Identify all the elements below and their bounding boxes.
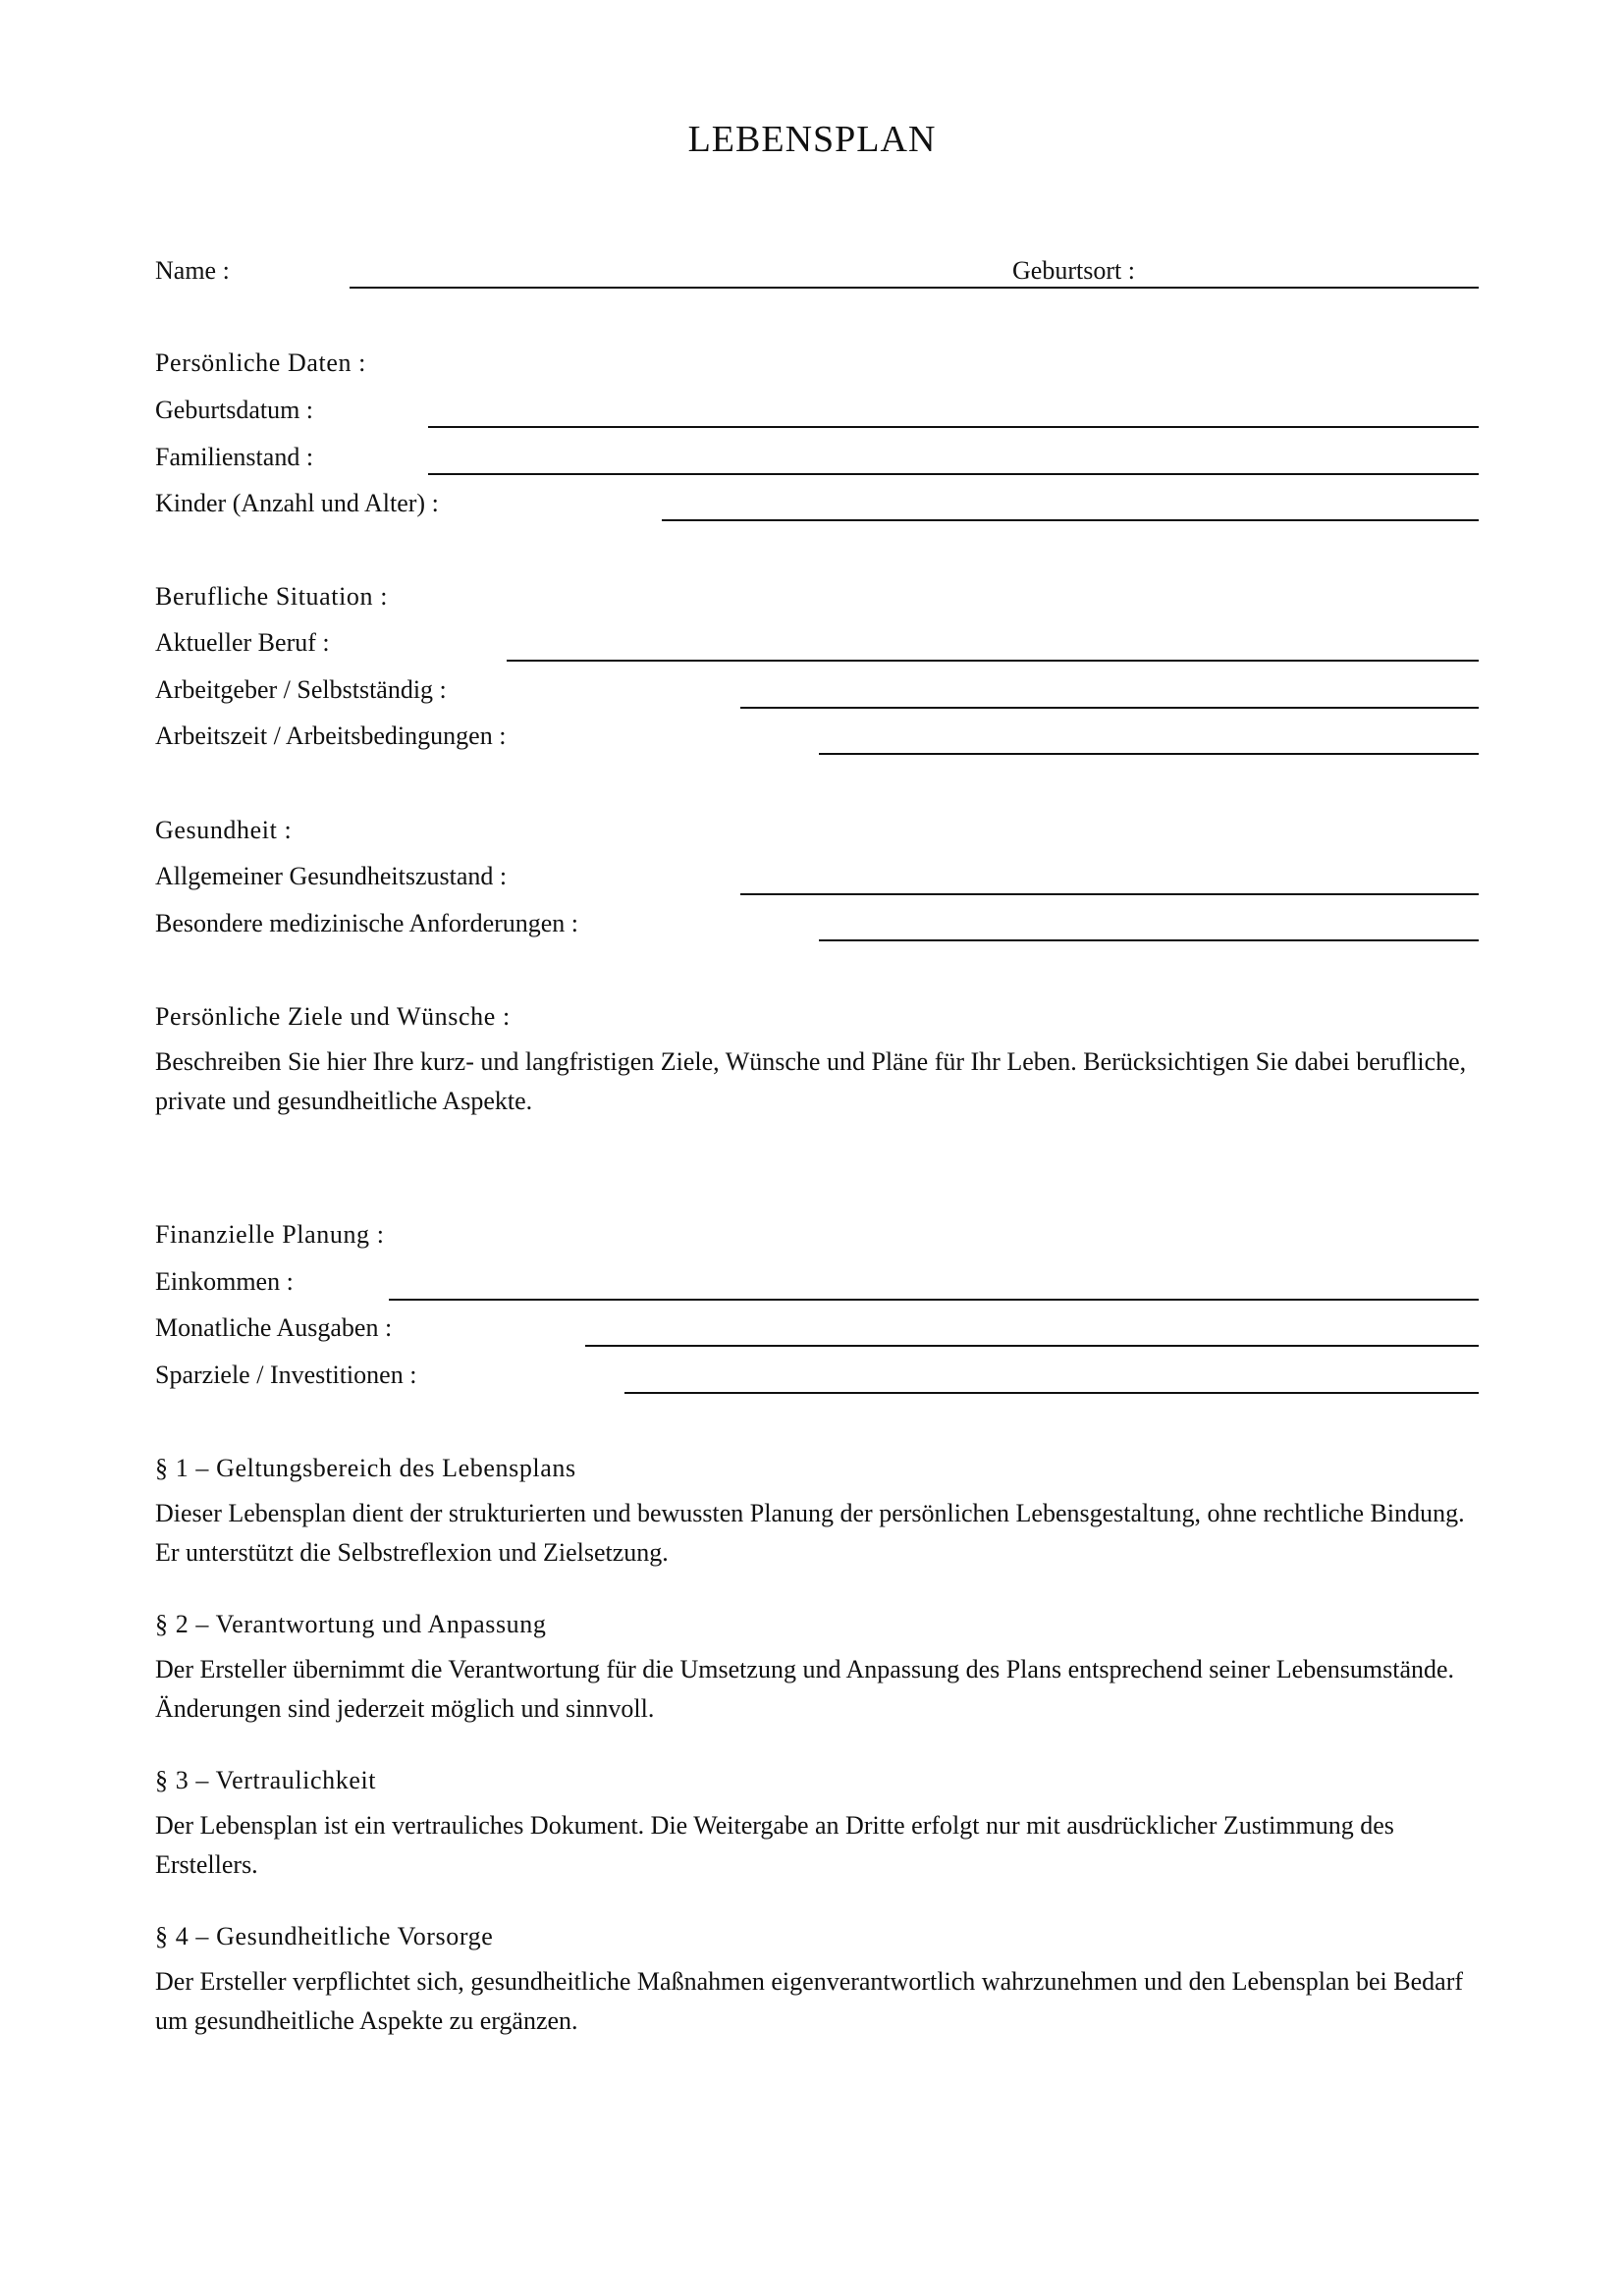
birthdate-label: Geburtsdatum : — [155, 396, 314, 424]
document-title: LEBENSPLAN — [687, 119, 937, 160]
section-4-text: Der Ersteller verpflichtet sich, gesundheitliche Maßnahmen eigenverantwortlich wahrzunehmen und den Lebensplan bei Bedarf um gesundheitliche Aspekte zu ergänzen. — [155, 1967, 1464, 2035]
employer-field-line[interactable] — [740, 707, 1479, 709]
section-4-heading: § 4 – Gesundheitliche Vorsorge — [155, 1922, 494, 1950]
children-field-line[interactable] — [662, 519, 1479, 521]
general-health-label: Allgemeiner Gesundheitszustand : — [155, 862, 508, 890]
marital-status-label: Familienstand : — [155, 443, 314, 471]
current-job-label: Aktueller Beruf : — [155, 628, 330, 657]
section-1-text: Dieser Lebensplan dient der strukturierten und bewussten Planung der persönlichen Lebensgestaltung, ohne rechtliche Bindung. Er unterstützt die Selbstreflexion und Zielsetzung. — [155, 1499, 1465, 1567]
income-label: Einkommen : — [155, 1267, 294, 1296]
goals-description: Beschreiben Sie hier Ihre kurz- und langfristigen Ziele, Wünsche und Pläne für Ihr Leben. Berücksichtigen Sie dabei berufliche, private und gesundheitliche Aspekte. — [155, 1047, 1467, 1115]
career-heading: Berufliche Situation : — [155, 582, 389, 611]
savings-label: Sparziele / Investitionen : — [155, 1361, 417, 1389]
health-heading: Gesundheit : — [155, 816, 293, 844]
current-job-field-line[interactable] — [507, 660, 1479, 662]
name-birthplace-field-line[interactable] — [350, 287, 1479, 289]
savings-field-line[interactable] — [624, 1392, 1479, 1394]
marital-status-field-line[interactable] — [428, 473, 1479, 475]
finance-heading: Finanzielle Planung : — [155, 1220, 385, 1249]
children-label: Kinder (Anzahl und Alter) : — [155, 489, 439, 517]
medical-requirements-label: Besondere medizinische Anforderungen : — [155, 909, 579, 937]
birthdate-field-line[interactable] — [428, 426, 1479, 428]
general-health-field-line[interactable] — [740, 893, 1479, 895]
income-field-line[interactable] — [389, 1299, 1479, 1301]
goals-heading: Persönliche Ziele und Wünsche : — [155, 1002, 511, 1031]
monthly-expenses-field-line[interactable] — [585, 1345, 1479, 1347]
birthplace-label: Geburtsort : — [1012, 256, 1135, 285]
employer-label: Arbeitgeber / Selbstständig : — [155, 675, 447, 704]
section-3-text: Der Lebensplan ist ein vertrauliches Dokument. Die Weitergabe an Dritte erfolgt nur mit ausdrücklicher Zustimmung des Erstellers. — [155, 1811, 1394, 1879]
section-2-text: Der Ersteller übernimmt die Verantwortung für die Umsetzung und Anpassung des Plans entsprechend seiner Lebensumstände. Änderungen sind jederzeit möglich und sinnvoll. — [155, 1655, 1455, 1723]
section-3-heading: § 3 – Vertraulichkeit — [155, 1766, 377, 1794]
medical-requirements-field-line[interactable] — [819, 939, 1479, 941]
section-1-heading: § 1 – Geltungsbereich des Lebensplans — [155, 1454, 576, 1482]
section-2-heading: § 2 – Verantwortung und Anpassung — [155, 1610, 547, 1638]
monthly-expenses-label: Monatliche Ausgaben : — [155, 1313, 393, 1342]
working-hours-field-line[interactable] — [819, 753, 1479, 755]
personal-data-heading: Persönliche Daten : — [155, 348, 367, 377]
name-label: Name : — [155, 256, 230, 285]
working-hours-label: Arbeitszeit / Arbeitsbedingungen : — [155, 721, 507, 750]
